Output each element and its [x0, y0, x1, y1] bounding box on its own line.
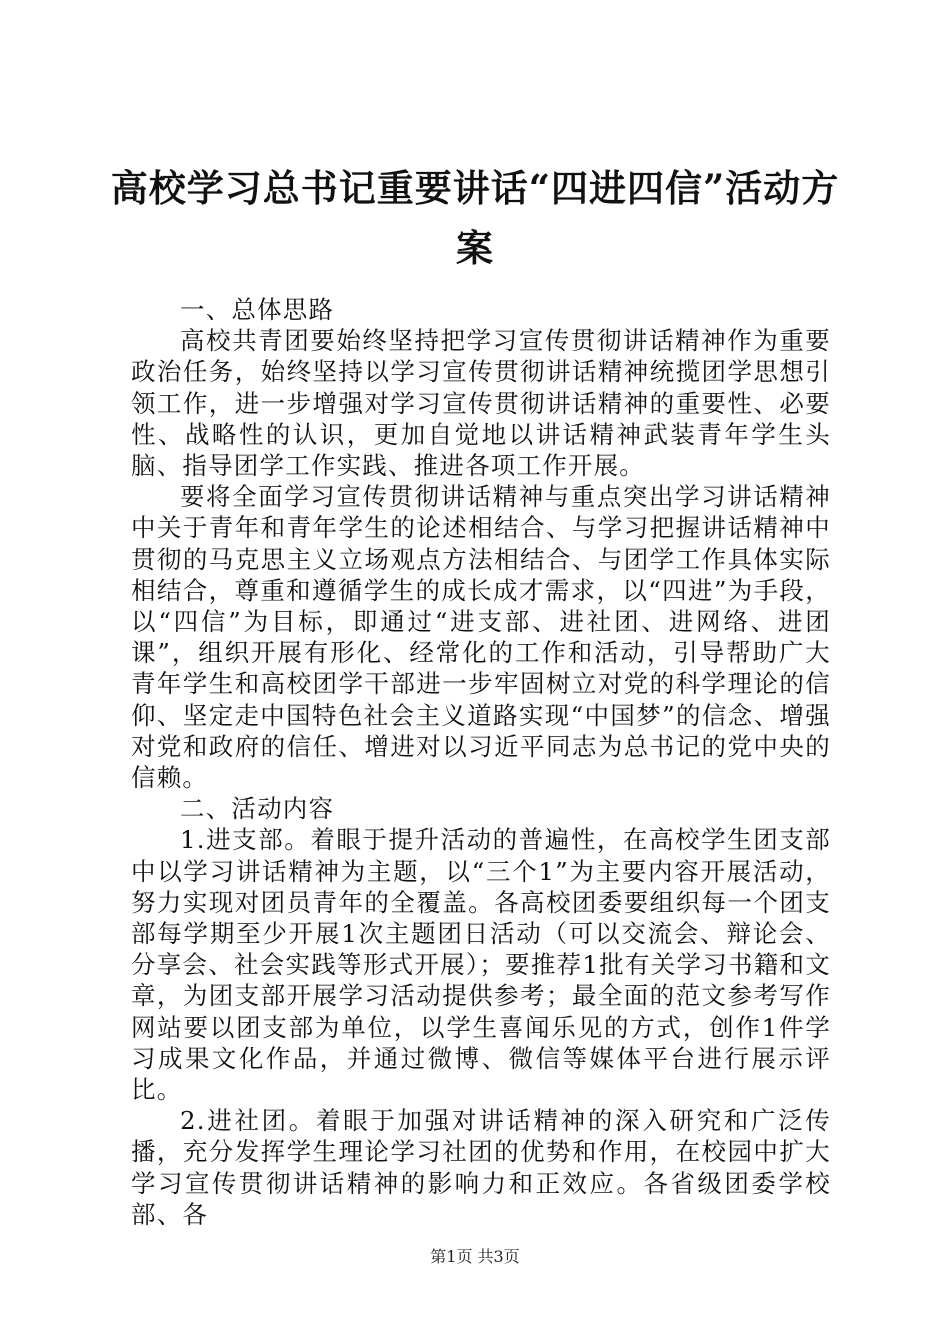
document-body	[131, 294, 831, 1230]
body-paragraph: 1.进支部。着眼于提升活动的普遍性，在高校学生团支部中以学习讲话精神为主题，以“三个1”为主要内容开展活动，努力实现对团员青年的全覆盖。各高校团委要组织每一个团支部每学期至少开展1次主题团日活动（可以交流会、辩论会、分享会、社会实践等形式开展）；要推荐1批有关学习书籍和文章，为团支部开展学习活动提供参考；最全面的范文参考写作网站要以团支部为单位，以学生喜闻乐见的方式，创作1件学习成果文化作品，并通过微博、微信等媒体平台进行展示评比。	[131, 825, 831, 1105]
body-paragraph: 高校共青团要始终坚持把学习宣传贯彻讲话精神作为重要政治任务，始终坚持以学习宣传贯彻讲话精神统揽团学思想引领工作，进一步增强对学习宣传贯彻讲话精神的重要性、必要性、战略性的认识，更加自觉地以讲话精神武装青年学生头脑、指导团学工作实践、推进各项工作开展。	[131, 326, 831, 481]
body-paragraph: 2.进社团。着眼于加强对讲话精神的深入研究和广泛传播，充分发挥学生理论学习社团的优势和作用，在校园中扩大学习宣传贯彻讲话精神的影响力和正效应。各省级团委学校部、各	[131, 1106, 831, 1229]
document-title: 高校学习总书记重要讲话“四进四信”活动方案	[110, 166, 840, 270]
body-paragraph: 要将全面学习宣传贯彻讲话精神与重点突出学习讲话精神中关于青年和青年学生的论述相结合、与学习把握讲话精神中贯彻的马克思主义立场观点方法相结合、与团学工作具体实际相结合，尊重和遵循学生的成长成才需求，以“四进”为手段，以“四信”为目标，即通过“进支部、进社团、进网络、进团课”，组织开展有形化、经常化的工作和活动，引导帮助广大青年学生和高校团学干部进一步牢固树立对党的科学理论的信仰、坚定走中国特色社会主义道路实现“中国梦”的信念、增强对党和政府的信任、增进对以习近平同志为总书记的党中央的信赖。	[131, 482, 831, 793]
page-footer: 第1页 共3页	[430, 1247, 520, 1266]
section-heading: 二、活动内容	[180, 794, 335, 824]
section-heading: 一、总体思路	[180, 295, 335, 324]
